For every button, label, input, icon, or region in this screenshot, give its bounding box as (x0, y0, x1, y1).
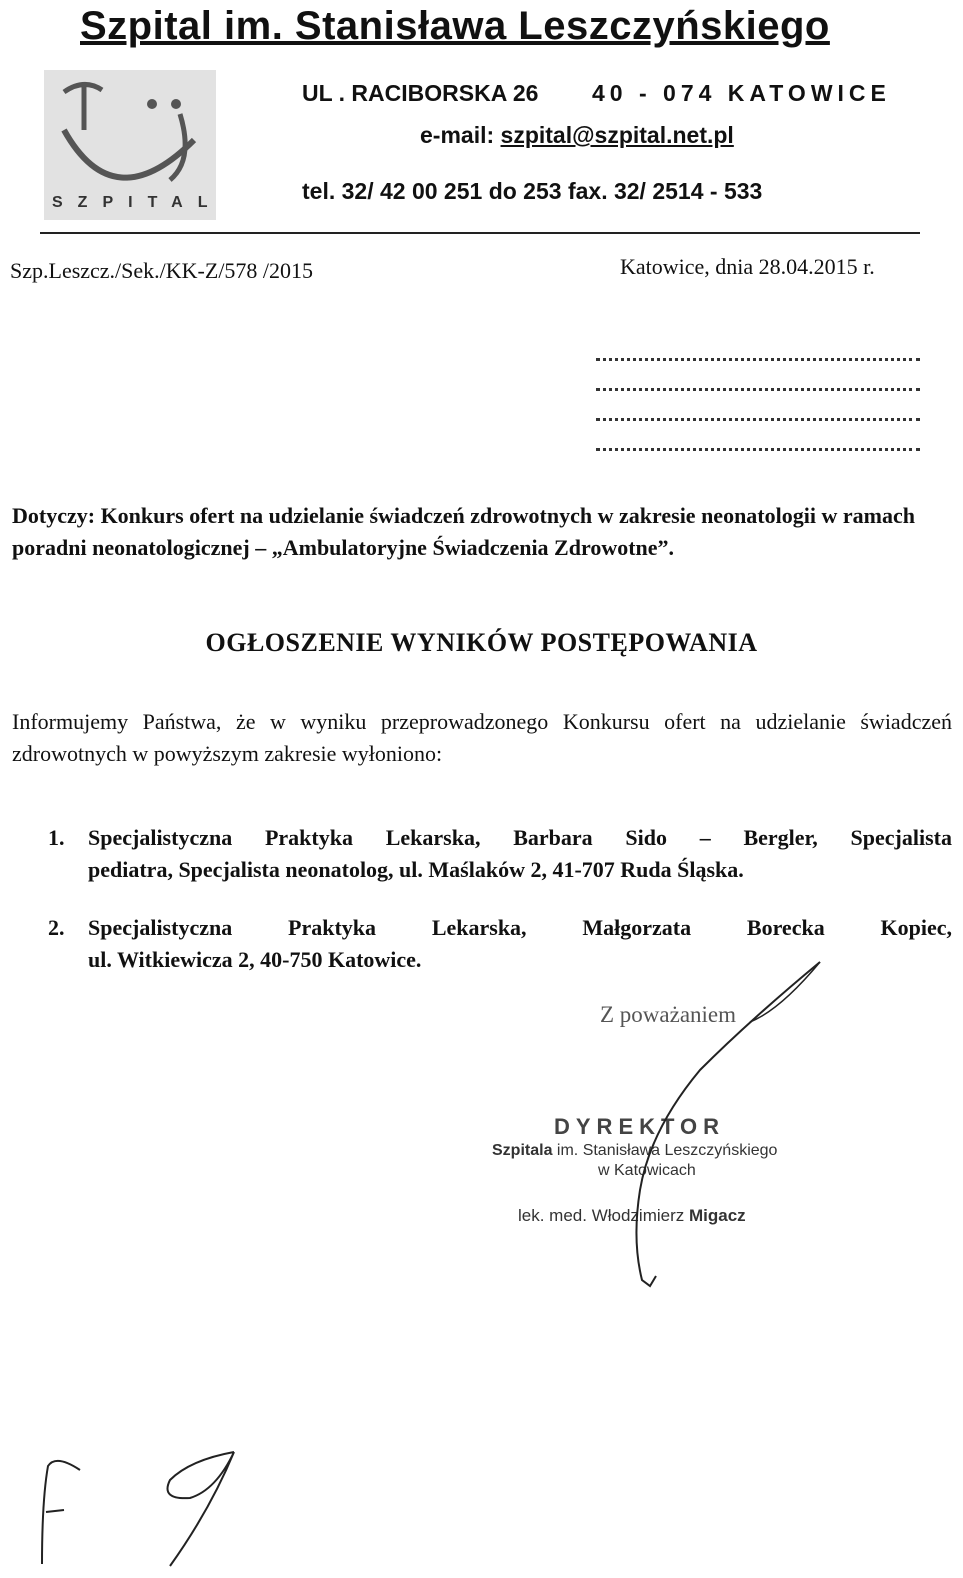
winner-line: Specjalistyczna Praktyka Lekarska, Małgorzata Borecka Kopiec, (88, 915, 952, 940)
hospital-logo (44, 70, 223, 220)
winner-line: ul. Witkiewicza 2, 40-750 Katowice. (88, 947, 422, 972)
street-address: UL . RACIBORSKA 26 (302, 80, 539, 106)
stamp-institution-bold: Szpitala (492, 1142, 553, 1159)
email-link[interactable]: szpital@szpital.net.pl (500, 122, 734, 148)
address-blank-line (596, 448, 920, 451)
stamp-institution-rest: im. Stanisława Leszczyńskiego (552, 1142, 778, 1159)
stamp-name-bold: Migacz (688, 1206, 746, 1225)
announcement-title: OGŁOSZENIE WYNIKÓW POSTĘPOWANIA (205, 628, 758, 657)
stamp-city: w Katowicach (598, 1162, 696, 1179)
postal-city: 40 - 074 KATOWICE (592, 80, 891, 106)
header-divider (40, 232, 920, 234)
info-paragraph: Informujemy Państwa, że w wyniku przeprowadzonego Konkursu ofert na udzielanie świadczeń zdrowotnych w powyższym zakresie wyłoniono: (12, 709, 952, 766)
list-number: 1. (48, 825, 65, 850)
email-line (420, 122, 734, 149)
logo-caption: SZPITAL (52, 194, 223, 211)
email-label: e-mail: (420, 122, 501, 148)
address-blank-line (596, 388, 920, 391)
subject-line: Dotyczy: Konkurs ofert na udzielanie świadczeń zdrowotnych w zakresie neonatologii w ramach poradni neonatologicznej – „Ambulatoryjne Świadczenia Zdrowotne”. (12, 503, 915, 560)
list-number: 2. (48, 915, 65, 940)
stamp-name-prefix: lek. med. Włodzimierz (518, 1206, 689, 1225)
closing-salutation: Z poważaniem (600, 1002, 737, 1027)
handwritten-signature-icon (580, 960, 840, 1300)
address-blank-line (596, 358, 920, 361)
winner-line: pediatra, Specjalista neonatolog, ul. Maślaków 2, 41-707 Ruda Śląska. (88, 857, 744, 882)
place-and-date: Katowice, dnia 28.04.2015 r. (620, 254, 875, 279)
handwritten-initials-icon (20, 1440, 260, 1570)
phone-fax-line: tel. 32/ 42 00 251 do 253 fax. 32/ 2514 - 533 (302, 178, 763, 204)
address-blank-line (596, 418, 920, 421)
reference-number: Szp.Leszcz./Sek./KK-Z/578 /2015 (10, 258, 314, 283)
winner-line: Specjalistyczna Praktyka Lekarska, Barbara Sido – Bergler, Specjalista (88, 825, 952, 850)
hospital-name: Szpital im. Stanisława Leszczyńskiego (80, 4, 830, 48)
stamp-title: DYREKTOR (554, 1114, 726, 1139)
